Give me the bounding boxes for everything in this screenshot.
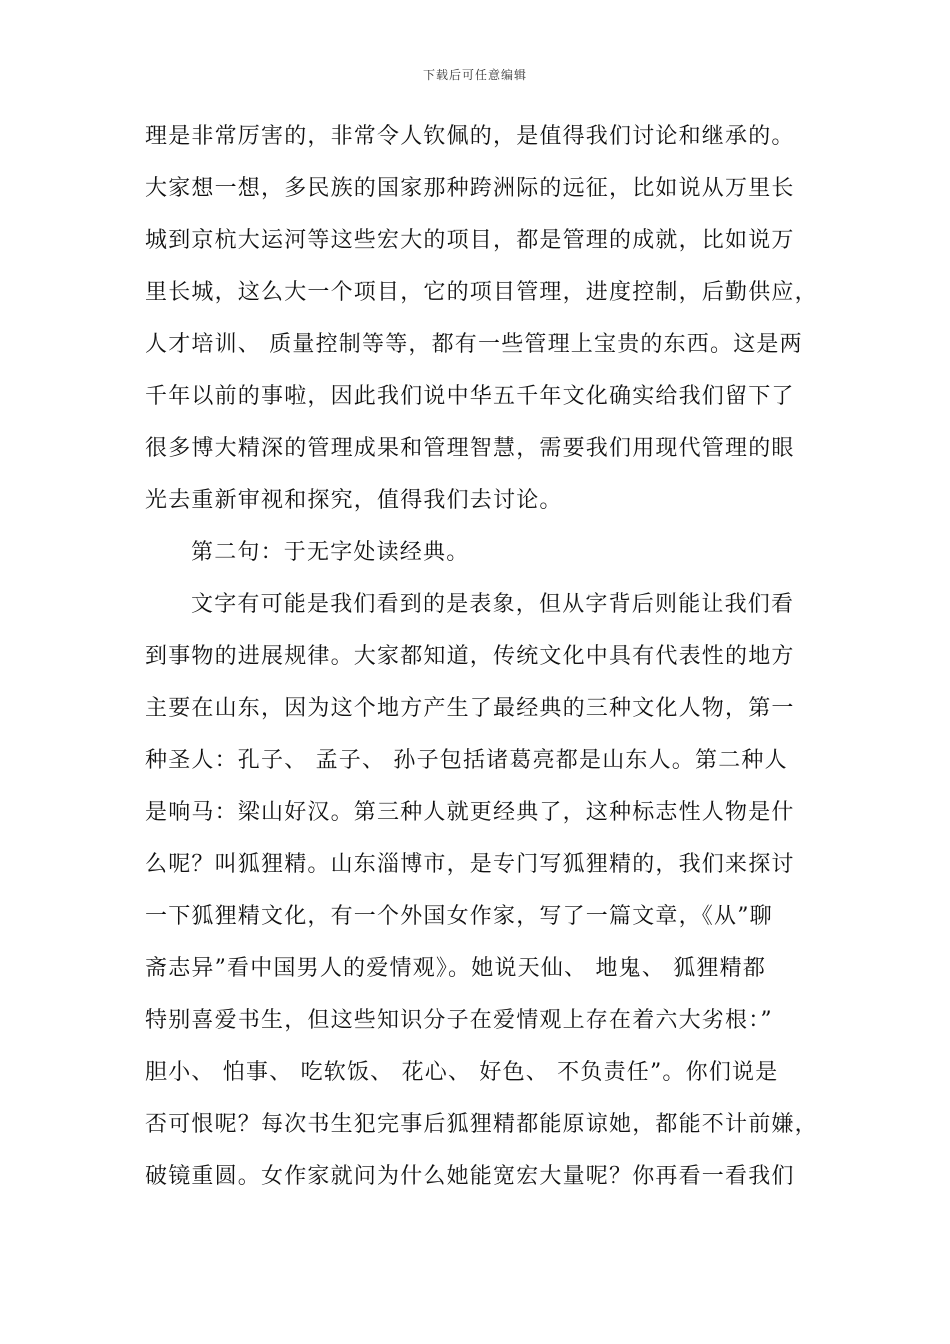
page-header: 下载后可任意编辑: [422, 68, 527, 82]
document-body: [145, 118, 818, 1210]
text-line: 胆小、 怕事、 吃软饭、 花心、 好色、 不负责任”。你们说是: [145, 1060, 779, 1085]
text-line: 种圣人：孔子、 孟子、 孙子包括诸葛亮都是山东人。第二种人: [145, 748, 788, 773]
text-line: 里长城，这么大一个项目，它的项目管理，进度控制，后勤供应，: [145, 280, 818, 305]
text-line: 理是非常厉害的，非常令人钦佩的，是值得我们讨论和继承的。: [145, 124, 795, 149]
text-line: 光去重新审视和探究，值得我们去讨论。: [145, 488, 563, 513]
text-line: 斋志异”看中国男人的爱情观》。她说天仙、 地鬼、 狐狸精都: [145, 956, 767, 981]
text-line: 千年以前的事啦，因此我们说中华五千年文化确实给我们留下了: [145, 384, 795, 409]
text-line: 是响马：梁山好汉。第三种人就更经典了，这种标志性人物是什: [145, 800, 795, 825]
text-line: 很多博大精深的管理成果和管理智慧，需要我们用现代管理的眼: [145, 436, 795, 461]
text-line: 人才培训、 质量控制等等，都有一些管理上宝贵的东西。这是两: [145, 332, 803, 357]
text-line: 一下狐狸精文化，有一个外国女作家，写了一篇文章，《从”聊: [145, 904, 773, 929]
text-line: 城到京杭大运河等这些宏大的项目，都是管理的成就，比如说万: [145, 228, 795, 253]
text-line: 么呢？叫狐狸精。山东淄博市，是专门写狐狸精的，我们来探讨: [145, 852, 795, 877]
section-heading: 第二句：于无字处读经典。: [191, 540, 470, 565]
text-line: 破镜重圆。女作家就问为什么她能宽宏大量呢？你再看一看我们: [145, 1164, 795, 1189]
text-line: 主要在山东，因为这个地方产生了最经典的三种文化人物，第一: [145, 696, 795, 721]
text-line: 大家想一想，多民族的国家那种跨洲际的远征，比如说从万里长: [145, 176, 795, 201]
paragraph-first-line: 文字有可能是我们看到的是表象，但从字背后则能让我们看: [191, 592, 795, 617]
text-line: 否可恨呢？每次书生犯完事后狐狸精都能原谅她，都能不计前嫌，: [145, 1112, 818, 1137]
text-line: 特别喜爱书生，但这些知识分子在爱情观上存在着六大劣根：”: [145, 1008, 773, 1033]
text-line: 到事物的进展规律。大家都知道，传统文化中具有代表性的地方: [145, 644, 795, 669]
